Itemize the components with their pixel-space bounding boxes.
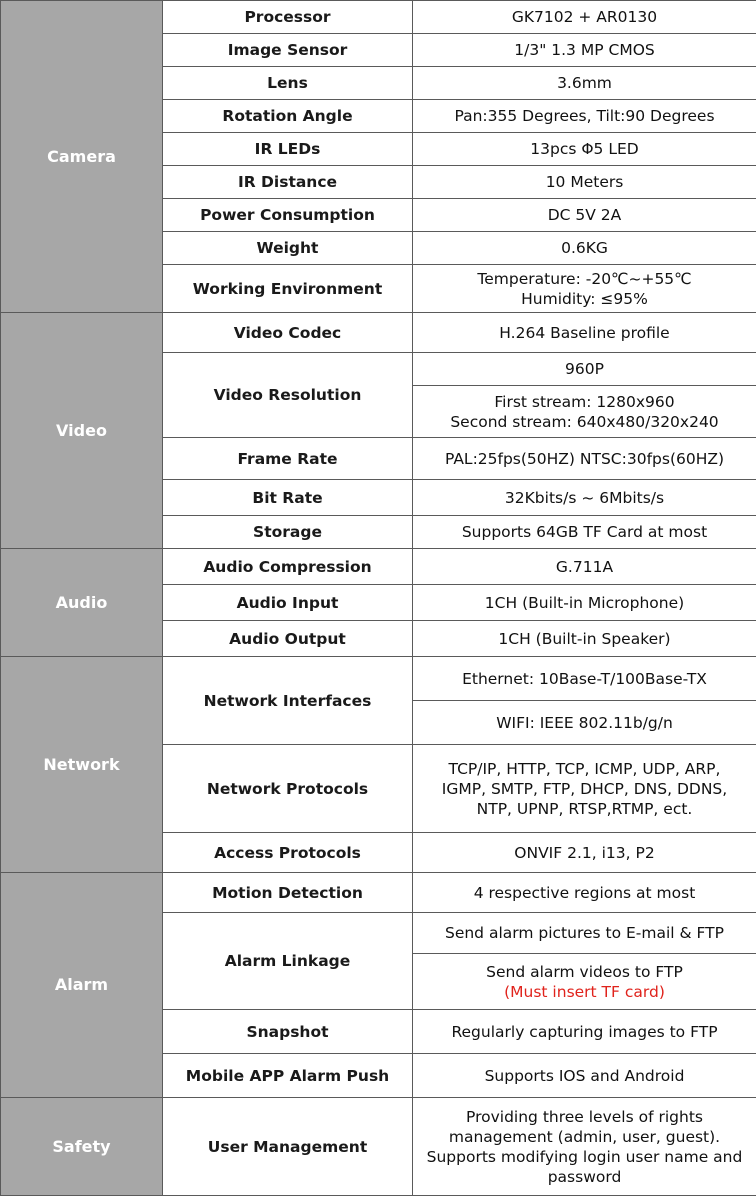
- feature-label: Lens: [163, 67, 413, 100]
- feature-label: Bit Rate: [163, 480, 413, 516]
- feature-value: 1CH (Built-in Speaker): [413, 621, 756, 657]
- feature-label: IR Distance: [163, 166, 413, 199]
- value-line: Humidity: ≤95%: [521, 289, 648, 308]
- feature-label: Video Codec: [163, 313, 413, 353]
- feature-label: Frame Rate: [163, 438, 413, 480]
- feature-label: Audio Input: [163, 585, 413, 621]
- feature-label: Network Interfaces: [163, 657, 413, 745]
- feature-label: Snapshot: [163, 1010, 413, 1054]
- feature-value: [413, 745, 756, 833]
- value-line: management (admin, user, guest).: [448, 1127, 721, 1146]
- feature-value: 1/3" 1.3 MP CMOS: [413, 34, 756, 67]
- category-audio: Audio: [1, 549, 163, 657]
- feature-label: Alarm Linkage: [163, 913, 413, 1010]
- feature-label: Power Consumption: [163, 199, 413, 232]
- table-row: [1, 657, 756, 701]
- feature-value: Send alarm pictures to E-mail & FTP: [413, 913, 756, 954]
- feature-value: 0.6KG: [413, 232, 756, 265]
- value-line: TCP/IP, HTTP, TCP, ICMP, UDP, ARP,: [448, 759, 721, 778]
- feature-label: User Management: [163, 1098, 413, 1196]
- feature-value: GK7102 + AR0130: [413, 1, 756, 34]
- table-row: [1, 1098, 756, 1196]
- feature-label: Access Protocols: [163, 833, 413, 873]
- feature-label: Storage: [163, 516, 413, 549]
- category-video: Video: [1, 313, 163, 549]
- feature-value: 10 Meters: [413, 166, 756, 199]
- feature-value: PAL:25fps(50HZ) NTSC:30fps(60HZ): [413, 438, 756, 480]
- feature-value: WIFI: IEEE 802.11b/g/n: [413, 701, 756, 745]
- value-line: First stream: 1280x960: [494, 392, 675, 411]
- value-line: Providing three levels of rights: [466, 1107, 703, 1126]
- feature-label: Processor: [163, 1, 413, 34]
- value-line: Supports modifying login user name and: [426, 1147, 743, 1166]
- feature-value: 3.6mm: [413, 67, 756, 100]
- feature-value: 13pcs Φ5 LED: [413, 133, 756, 166]
- feature-value: [413, 954, 756, 1010]
- table-row: [1, 873, 756, 913]
- feature-value: [413, 1098, 756, 1196]
- feature-label: Video Resolution: [163, 353, 413, 438]
- value-line-note: (Must insert TF card): [504, 982, 665, 1001]
- feature-value: [413, 386, 756, 438]
- feature-value: Ethernet: 10Base-T/100Base-TX: [413, 657, 756, 701]
- feature-value: DC 5V 2A: [413, 199, 756, 232]
- feature-value: ONVIF 2.1, i13, P2: [413, 833, 756, 873]
- table-row: [1, 549, 756, 585]
- feature-label: Image Sensor: [163, 34, 413, 67]
- feature-label: Rotation Angle: [163, 100, 413, 133]
- feature-label: Working Environment: [163, 265, 413, 313]
- value-line: IGMP, SMTP, FTP, DHCP, DNS, DDNS,: [441, 779, 728, 798]
- table-row: [1, 313, 756, 353]
- feature-value: 4 respective regions at most: [413, 873, 756, 913]
- feature-label: Audio Output: [163, 621, 413, 657]
- category-safety: Safety: [1, 1098, 163, 1196]
- category-network: Network: [1, 657, 163, 873]
- feature-label: Audio Compression: [163, 549, 413, 585]
- value-line: NTP, UPNP, RTSP,RTMP, ect.: [476, 799, 693, 818]
- feature-value: G.711A: [413, 549, 756, 585]
- feature-value: H.264 Baseline profile: [413, 313, 756, 353]
- feature-value: 1CH (Built-in Microphone): [413, 585, 756, 621]
- feature-label: Motion Detection: [163, 873, 413, 913]
- feature-value: Regularly capturing images to FTP: [413, 1010, 756, 1054]
- feature-value: Supports 64GB TF Card at most: [413, 516, 756, 549]
- feature-label: Network Protocols: [163, 745, 413, 833]
- category-camera: Camera: [1, 1, 163, 313]
- feature-label: Weight: [163, 232, 413, 265]
- feature-value: [413, 265, 756, 313]
- value-line: Second stream: 640x480/320x240: [450, 412, 719, 431]
- category-alarm: Alarm: [1, 873, 163, 1098]
- value-line: password: [547, 1167, 622, 1186]
- feature-label: IR LEDs: [163, 133, 413, 166]
- value-line: Temperature: -20℃~+55℃: [477, 269, 692, 288]
- feature-value: 32Kbits/s ~ 6Mbits/s: [413, 480, 756, 516]
- feature-value: Pan:355 Degrees, Tilt:90 Degrees: [413, 100, 756, 133]
- feature-label: Mobile APP Alarm Push: [163, 1054, 413, 1098]
- feature-value: 960P: [413, 353, 756, 386]
- value-line: Send alarm videos to FTP: [486, 962, 683, 981]
- feature-value: Supports IOS and Android: [413, 1054, 756, 1098]
- table-row: [1, 1, 756, 34]
